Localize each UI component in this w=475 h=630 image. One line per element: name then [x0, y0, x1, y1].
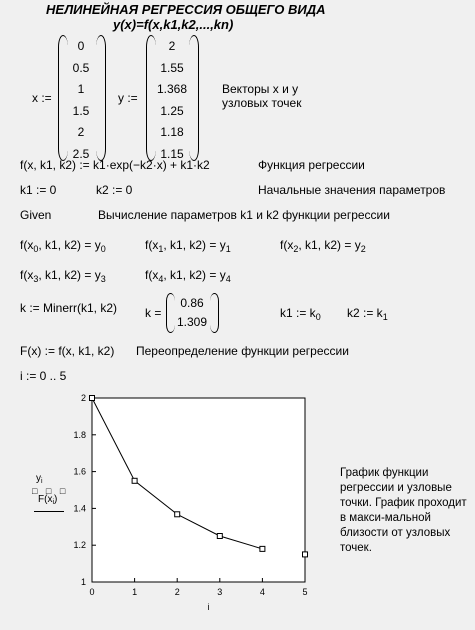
- x-tick-label: 5: [302, 587, 308, 597]
- y-tick-label: 1.4: [73, 503, 86, 514]
- data-point-marker: [175, 512, 180, 517]
- y-tick-label: 1.8: [73, 429, 86, 440]
- x-tick-label: 0: [89, 587, 95, 597]
- given-comment: Вычисление параметров k1 и k2 функции регрессии: [98, 208, 390, 222]
- chart-description: График функции регрессии и узловые точки. График проходит в макси-мальной близости от узловых точек.: [340, 467, 467, 554]
- y-vector-cell: 1.55: [160, 60, 184, 75]
- x-vector-cell: 1: [77, 82, 85, 96]
- x-vector-cell: 1.5: [72, 103, 90, 118]
- given-keyword: Given: [20, 208, 52, 222]
- x-label: x :=: [32, 91, 52, 105]
- data-point-marker: [303, 552, 308, 557]
- minerr-expr: k := Minerr(k1, k2): [20, 301, 118, 315]
- legend-y-label: $y_i$: [36, 473, 43, 485]
- y-tick-label: 1: [80, 577, 86, 587]
- y-label: y :=: [118, 91, 138, 105]
- regression-function-expr: f(x, k1, k2) := k1·exp(−k2·x) + k1·k2: [20, 158, 210, 172]
- y-vector-cell: 1.368: [156, 82, 188, 96]
- x-vector-cell: 0.5: [72, 60, 90, 75]
- title-line1: НЕЛИНЕЙНАЯ РЕГРЕССИЯ ОБЩЕГО ВИДА: [46, 2, 326, 17]
- constraint-2: $f(x_2$, k1, $k2) = y_2$: [280, 238, 366, 254]
- y-tick-label: 2: [80, 393, 86, 403]
- x-vector-cell: 2.5: [72, 146, 90, 161]
- data-point-marker: [217, 534, 222, 539]
- vectors-comment-2: узловых точек: [222, 96, 302, 110]
- title-line2: y(x)=f(x,k1,k2,...,kn): [113, 17, 234, 32]
- constraint-1: $f(x_1$, k1, $k2) = y_1$: [145, 238, 231, 254]
- x-tick-label: 1: [132, 587, 138, 597]
- legend-markers: □ □ □: [32, 486, 69, 496]
- k1-initial: k1 := 0: [20, 183, 57, 197]
- k2-assign: k2 := $k_1$: [347, 306, 388, 322]
- vectors-comment-1: Векторы x и y: [222, 82, 299, 96]
- y-tick-label: 1.6: [73, 466, 86, 477]
- redefine-comment: Переопределение функции регрессии: [136, 344, 349, 358]
- data-point-marker: [132, 478, 137, 483]
- constraint-4: $f(x_4$, k1, $k2) = y_4$: [145, 268, 231, 284]
- x-axis-label: i: [207, 602, 210, 612]
- range-expr: i := 0 .. 5: [20, 369, 67, 383]
- plot-area: [92, 398, 305, 582]
- initial-comment: Начальные значения параметров: [258, 183, 446, 197]
- k-result-label: k =: [145, 306, 162, 320]
- constraint-0: $f(x_0$, k1, $k2) = y_0$: [20, 238, 106, 254]
- y-vector-cell: 1.15: [160, 146, 184, 161]
- k1-assign: k1 := $k_0$: [280, 306, 321, 322]
- redefine-expr: F(x) := f(x, k1, k2): [20, 344, 115, 358]
- constraint-3: $f(x_3$, k1, $k2) = y_3$: [20, 268, 106, 284]
- x-vector-cell: 2: [77, 125, 85, 139]
- y-vector-cell: 2: [168, 39, 176, 53]
- regression-function-comment: Функция регрессии: [258, 158, 365, 172]
- x-vector-cell: 0: [77, 39, 85, 53]
- legend-line: [34, 511, 64, 512]
- x-tick-label: 3: [217, 587, 223, 597]
- x-tick-label: 2: [174, 587, 180, 597]
- y-vector-cell: 1.25: [160, 103, 184, 118]
- y-tick-label: 1.2: [73, 540, 86, 551]
- legend-F-label: $F(x_i)$: [38, 494, 58, 506]
- data-point-marker: [90, 396, 95, 401]
- k-value-0: 0.86: [180, 296, 204, 310]
- y-vector-cell: 1.18: [160, 125, 184, 139]
- k-value-1: 1.309: [176, 315, 208, 329]
- k2-initial: k2 := 0: [96, 183, 133, 197]
- data-point-marker: [260, 546, 265, 551]
- x-tick-label: 4: [259, 587, 265, 597]
